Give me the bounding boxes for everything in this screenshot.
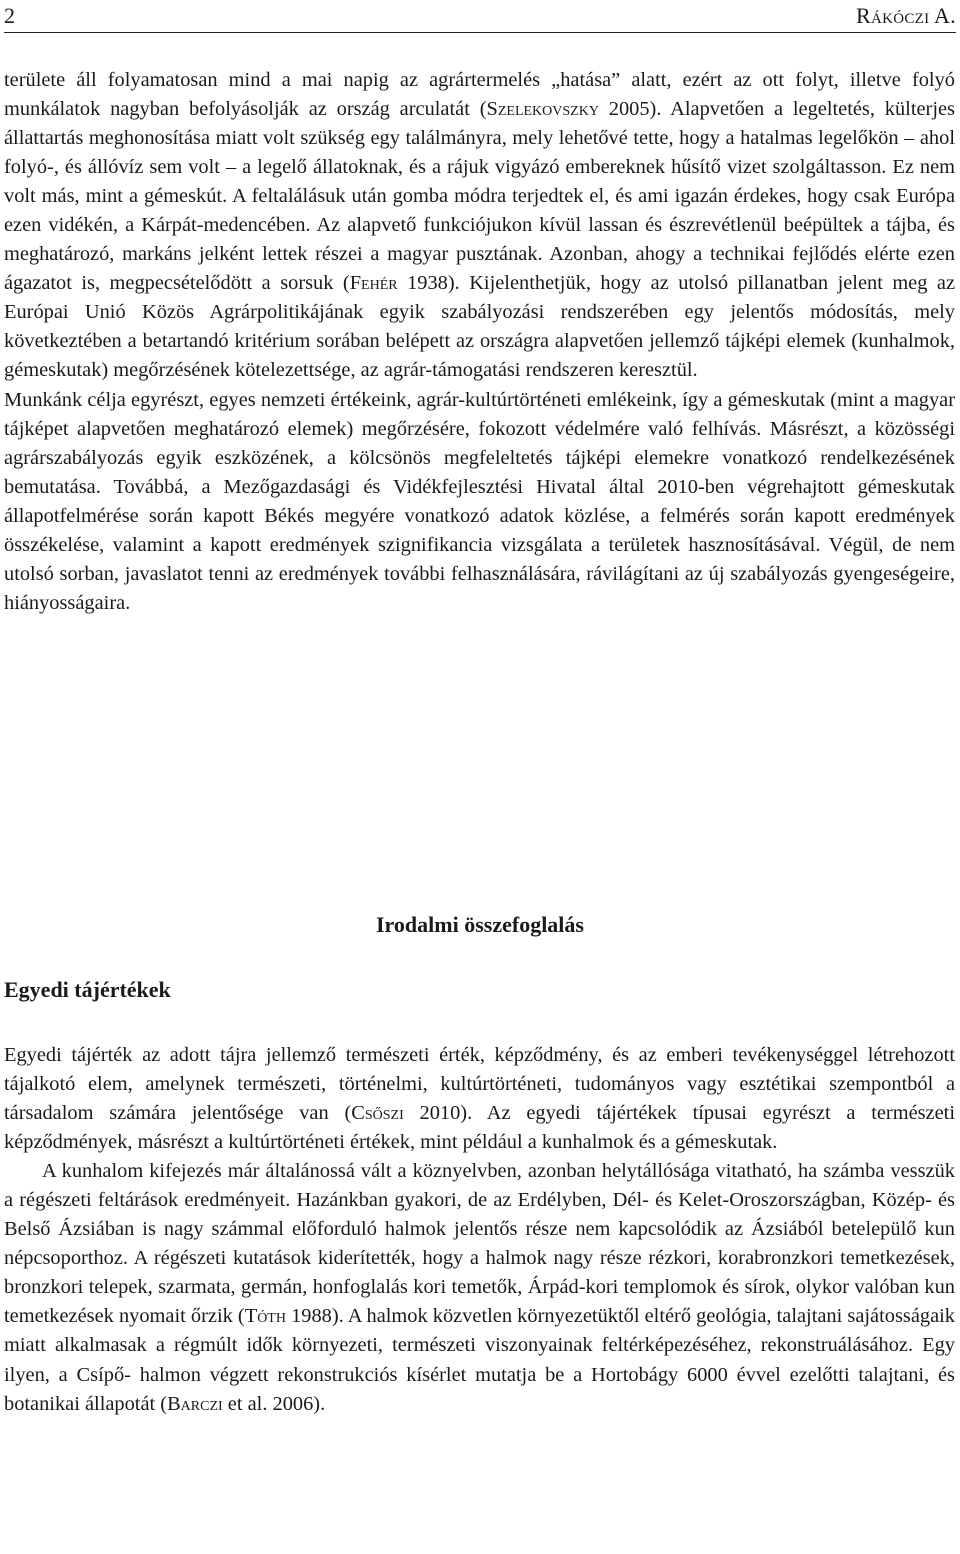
- running-header: [4, 0, 956, 32]
- subsection-title: Egyedi tájértékek: [4, 977, 171, 1002]
- running-author: Rákóczi A.: [855, 3, 956, 28]
- citation-author: Barczi: [167, 1392, 223, 1415]
- text-run: 1988). A halmok közvetlen környezetüktől eltérő geológia, talajtani sajátosságaik miatt alkalmasak a régmúlt idők környezeti, természeti viszonyainak feltérképezéséhez, rekonstruálásához. Egy ilyen, a Csípő- halmon végzett rekonstrukciós kísérlet mutatja be a Hortobágy 6000 évvel ezelőtti talajtani, és botanikai állapotát (: [4, 1305, 955, 1415]
- page-number: 2: [4, 3, 15, 28]
- review-paragraph-2: [4, 1157, 955, 1418]
- text-run: területe áll folyamatosan mind a mai napig az agrártermelés „hatása” alatt, ezért az ott folyt, illetve folyó munkálatok nagyban befolyásolják az ország arculatát (: [4, 69, 955, 121]
- text-run: 2005). Alapvetően a legeltetés, külterjes állattartás meghonosítása miatt volt szükség egy találmányra, mely lehetővé tette, hogy a hatalmas legelőkön – ahol folyó-, és állóvíz sem volt – a legelő állatoknak, és a rájuk vigyázó embereknek hűsítő vizet szolgáltasson. Ez nem volt más, mint a gémeskút. A feltalálásuk után gomba módra terjedtek el, és ami igazán érdekes, hogy csak Európa ezen vidékén, a Kárpát-medencében. Az alapvető funkciójukon kívül lassan és észrevétlenül beépültek a tájba, és meghatározó, markáns jelként lettek részei a magyar pusztának. Azonban, ahogy a technikai fejlődés elérte ezen ágazatot is, megpecsételődött a sorsuk (: [4, 98, 955, 295]
- review-paragraph-1: [4, 1041, 955, 1157]
- review-text: [4, 1041, 955, 1419]
- citation-author: Fehér: [349, 272, 398, 295]
- section-title: Irodalmi összefoglalás: [376, 912, 584, 937]
- text-run: 2010). Az egyedi tájértékek típusai egyrészt a természeti képződmények, másrészt a kultúrtörténeti értékek, mint például a kunhalmok és a gémeskutak.: [4, 1102, 955, 1154]
- text-run: A kunhalom kifejezés már általánossá vált a köznyelvben, azonban helytállósága vitatható, ha számba vesszük a régészeti feltárások eredményeit. Hazánkban gyakori, de az Erdélyben, Dél- és Kelet-Oroszországban, Közép- és Belső Ázsiában is nagy számmal előforduló halmok jelentős része nem kapcsolódik az Ázsiából betelepülő kun népcsoporthoz. A régészeti kutatások kiderítették, hogy a halmok nagy része rézkori, korabronzkori temetkezések, bronzkori telepek, szarmata, germán, honfoglalás kori temetők, Árpád-kori templomok és sírok, olykor valóban kun temetkezések nyomait őrzik (: [4, 1160, 955, 1328]
- citation-author: Tóth: [244, 1305, 286, 1328]
- intro-text: [4, 66, 955, 618]
- header-rule: [4, 32, 956, 33]
- citation-author: Szelekovszky: [486, 98, 599, 121]
- text-run: Egyedi tájérték az adott tájra jellemző természeti érték, képződmény, és az emberi tevékenységgel létrehozott tájalkotó elem, amelynek természeti, történelmi, kultúrtörténeti, tudományos vagy esztétikai szempontból a társadalom számára jelentősége van (: [4, 1044, 955, 1125]
- text-run: 1938). Kijelenthetjük, hogy az utolsó pillanatban jelent meg az Európai Unió Közös Agrárpolitikájának egyik szabályozási rendszerében egy jelentős módosítás, mely következtében a betartandó kritérium sorában belépett az országra alapvetően jellemző tájképi elemek (kunhalmok, gémeskutak) megőrzésének kötelezettsége, az agrár-támogatási rendszeren keresztül.: [4, 272, 955, 382]
- intro-paragraph-1: [4, 66, 955, 386]
- text-run: et al. 2006).: [222, 1392, 326, 1415]
- citation-author: Csőszi: [351, 1102, 404, 1125]
- intro-paragraph-2: Munkánk célja egyrészt, egyes nemzeti értékeink, agrár-kultúrtörténeti emlékeink, így a gémeskutak (mint a magyar tájképet alapvetően meghatározó elemek) megőrzésére, fokozott védelmére való felhívás. Másrészt, a közösségi agrárszabályozás egyik eszközének, a kölcsönös megfeleltetés tájképi elemekre vonatkozó rendelkezésének bemutatása. Továbbá, a Mezőgazdasági és Vidékfejlesztési Hivatal által 2010-ben végrehajtott gémeskutak állapotfelmérése során kapott Békés megyére vonatkozó adatok közlése, a felmérés során kapott eredmények összékelése, valamint a kapott eredmények szignifikancia vizsgálata a területek hasznosításával. Végül, de nem utolsó sorban, javaslatot tenni az eredmények további felhasználására, rávilágítani az új szabályozás gyengeségeire, hiányosságaira.: [4, 388, 955, 614]
